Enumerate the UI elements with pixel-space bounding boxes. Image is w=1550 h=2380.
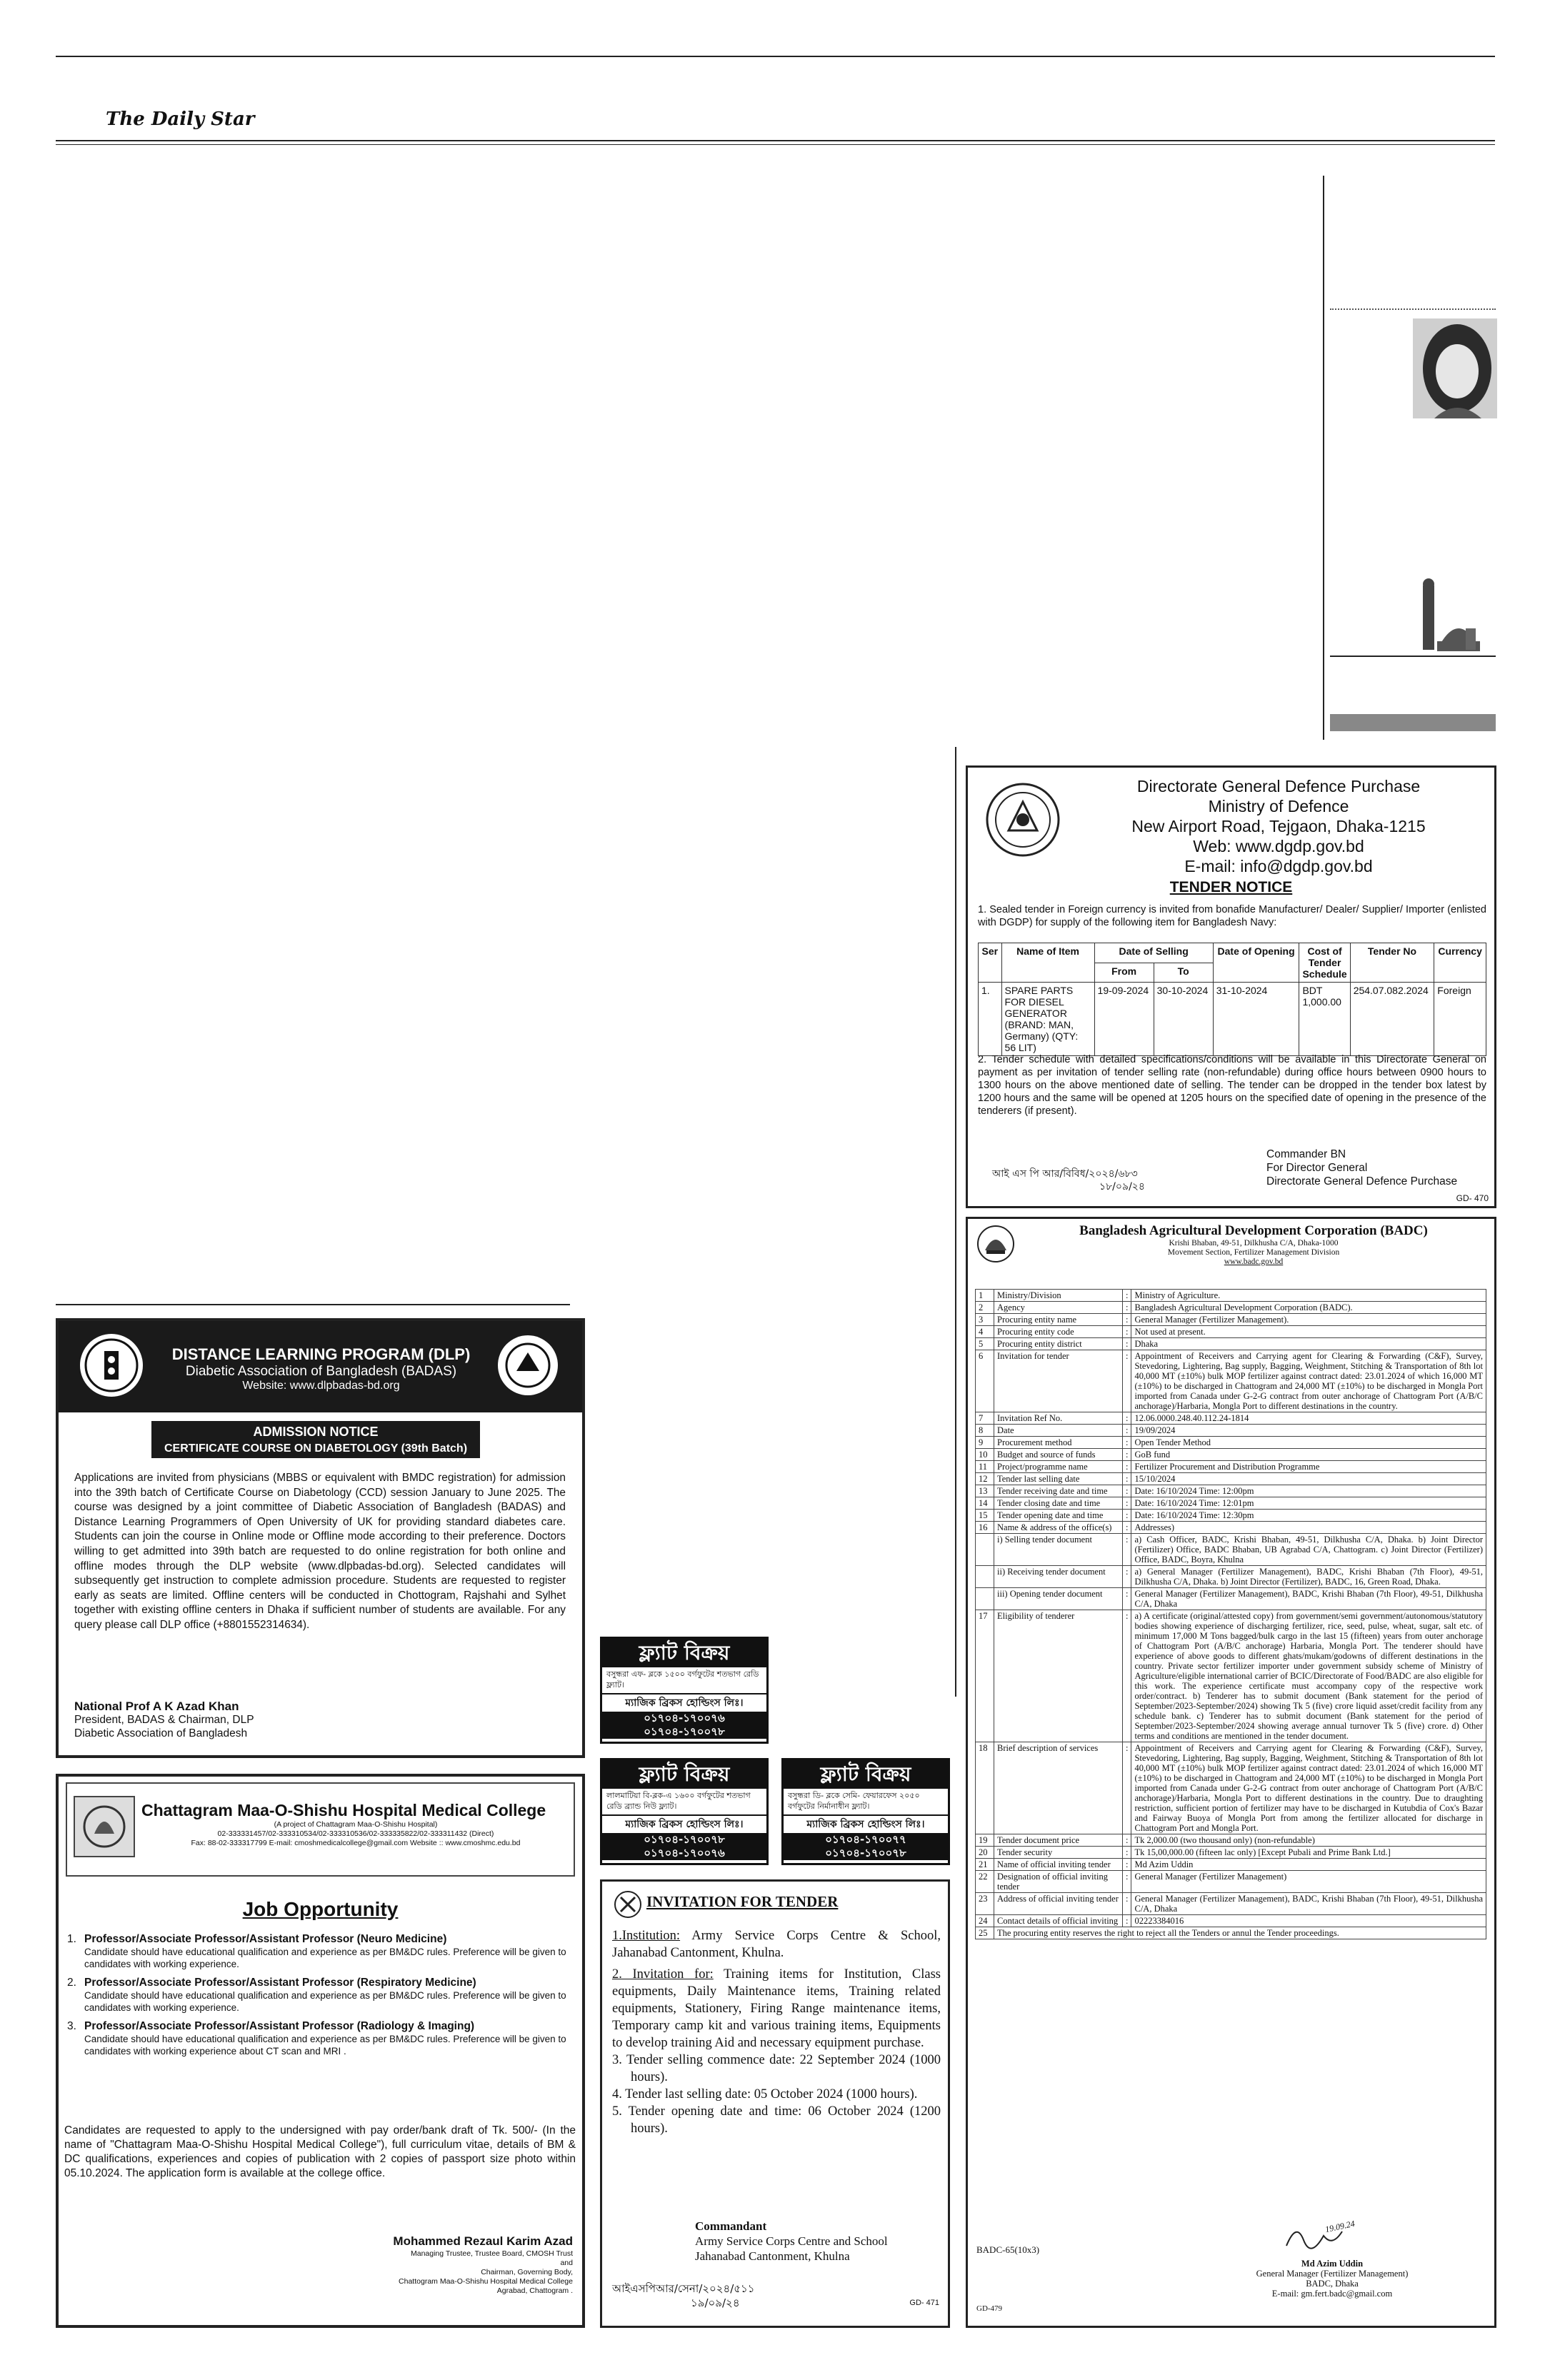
cell: BDT 1,000.00: [1299, 983, 1350, 1056]
job-number: 1.: [67, 1933, 76, 1945]
th-ser: Ser: [979, 943, 1002, 983]
cell: 18: [976, 1742, 994, 1834]
cell: General Manager (Fertilizer Management), BADC, Krishi Bhaban (7th Floor), 49-51, Dilkhusha C/A, Dhaka: [1131, 1893, 1486, 1915]
dlp-website: Website: www.dlpbadas-bd.org: [242, 1380, 400, 1392]
dlp-subtitle: Diabetic Association of Bangladesh (BADAS): [185, 1364, 457, 1379]
th-tender-no: Tender No: [1350, 943, 1434, 983]
dgdp-sign1: Commander BN: [1266, 1148, 1346, 1160]
cell: 6: [976, 1350, 994, 1412]
separator: :: [1123, 1290, 1131, 1302]
cell: 4: [976, 1326, 994, 1338]
cell: i) Selling tender document: [994, 1534, 1123, 1566]
table-row: [976, 1338, 1486, 1350]
separator: :: [1123, 1847, 1131, 1859]
badc-web: www.badc.gov.bd: [1224, 1257, 1284, 1266]
cell: Md Azim Uddin: [1131, 1859, 1486, 1871]
flat-ad-phone: ০১৭০৪-১৭০০৭৭: [784, 1833, 948, 1847]
cell: Foreign: [1434, 983, 1486, 1056]
cell: Tk 2,000.00 (two thousand only) (non-refundable): [1131, 1834, 1486, 1847]
cell: GoB fund: [1131, 1449, 1486, 1461]
dlp-notice2: CERTIFICATE COURSE ON DIABETOLOGY (39th Batch): [164, 1442, 468, 1455]
cmosh-sign-name: Mohammed Rezaul Karim Azad: [393, 2234, 573, 2248]
cell: 31-10-2024: [1213, 983, 1299, 1056]
cell: Invitation Ref No.: [994, 1412, 1123, 1425]
top-rule: [56, 56, 1495, 57]
cell: General Manager (Fertilizer Management): [1131, 1871, 1486, 1893]
th-opening: Date of Opening: [1213, 943, 1299, 983]
separator: :: [1123, 1497, 1131, 1510]
flat-ad-body: বসুন্ধরা ডি- ব্লকে সেমি- ফেয়ারফেস ২০৫০ বর্গফুটের নির্মানাধীন ফ্ল্যাট।: [788, 1791, 920, 1811]
table-row: [976, 1588, 1486, 1610]
table-row: [976, 1510, 1486, 1522]
asc-i2-label: 2. Invitation for:: [612, 1967, 714, 1982]
cell: 254.07.082.2024: [1350, 983, 1434, 1056]
dlp-body: Applications are invited from physicians (MBBS or equivalent with BMDC registration) for admission into the 39th batch of Certificate Course on Diabetology (CCD) session January to June 2025. The course was designed by a joint committee of Diabetic Association of Bangladesh (BADAS) and Distance Learning Programmers of Open University of UK for providing standard diabetes care. Students can join the course in Online mode or Offline mode according to their preference. Doctors willing to get admitted into 39th batch are requested to do online registration for both online and offline modes through the DLP website (www.dlpbadas-bd.org). Selected candidates will subsequently get instruction to complete admission procedure. Students are requested to register early as seats are limited. Offline centers will be conducted in Chottogram, Rajshahi and Sylhet together with existing offline centers in Dhaka if sufficient number of students are available. For any query please call DLP office (+8801552314634).: [74, 1472, 566, 1631]
dlp-title: DISTANCE LEARNING PROGRAM (DLP): [171, 1345, 471, 1363]
cell: a) Cash Officer, BADC, Krishi Bhaban, 49-51, Dilkhusha C/A, Dhaka. b) Joint Director (Fertilizer) Office, BADC Bhaban, UB Agrabad C/A, Chattogram. c) Joint Director (Fertilizer) Office, BADC, Boyra, Khulna: [1131, 1534, 1486, 1566]
table-row: [976, 1314, 1486, 1326]
job-title: Professor/Associate Professor/Assistant Professor (Neuro Medicine): [84, 1933, 447, 1945]
table-row: [976, 1497, 1486, 1510]
badc-gd: GD-479: [976, 2304, 1003, 2313]
cmosh-title: Chattagram Maa-O-Shishu Hospital Medical College: [141, 1801, 546, 1819]
flat-ad-phone: ০১৭০৪-১৭০০৭৬: [602, 1847, 766, 1860]
cmosh-sub2: 02-333331457/02-333310534/02-333310536/02-333335822/02-333311432 (Direct): [217, 1829, 494, 1838]
cell: 15: [976, 1510, 994, 1522]
cell: Agency: [994, 1302, 1123, 1314]
cell: General Manager (Fertilizer Management).: [1131, 1314, 1486, 1326]
dlp-sign1: National Prof A K Azad Khan: [74, 1699, 239, 1713]
cell: 9: [976, 1437, 994, 1449]
dgdp-emblem-icon: [984, 780, 1062, 859]
table-row: [976, 1871, 1486, 1893]
separator: :: [1123, 1859, 1131, 1871]
dgdp-web: Web: www.dgdp.gov.bd: [1193, 837, 1364, 855]
table-row: [976, 1847, 1486, 1859]
table-row: [976, 1449, 1486, 1461]
cell: Budget and source of funds: [994, 1449, 1123, 1461]
cell: 17: [976, 1610, 994, 1742]
masthead-rule-2: [56, 144, 1495, 145]
cell: Tender closing date and time: [994, 1497, 1123, 1510]
dlp-right-logo-icon: [495, 1332, 561, 1398]
cell: 10: [976, 1449, 994, 1461]
cell: a) General Manager (Fertilizer Management), BADC, Krishi Bhaban (7th Floor), 49-51, Dilkhusha C/A, Dhaka. b) Joint Director (Fertilizer), BADC, 16, Green Road, Dhaka.: [1131, 1566, 1486, 1588]
dlp-notice-banner: [151, 1421, 480, 1458]
table-row: [976, 1915, 1486, 1927]
cmosh-logo-icon: [73, 1795, 136, 1858]
flat-ad-company: ম্যাজিক ব্রিকস হোল্ডিংস লিঃ।: [602, 1693, 766, 1712]
mid-rule: [955, 747, 956, 1697]
flat-ad-2: [600, 1758, 769, 1865]
cell: Bangladesh Agricultural Development Corporation (BADC).: [1131, 1302, 1486, 1314]
cell: a) A certificate (original/attested copy) from government/semi government/autonomous/statutory bodies showing experience of discharging fertilizer, rice, seed, pulse, wheat, sugar, salt etc. of minimum 17,000 M Tons bagged/bulk cargo in the last 15 (fifteen) years from outer anchorage of Chattogram Port (A/B/C anchorage) Harbaria, Mongla Port. The tenderer should have experience of above goods to different ghats/mukam/godowns of different destinations in the country. Private sector fertilizer importer under government subsidy scheme of Ministry of Agriculture/eligible international carrier of BCIC/Directorate of Food/BADC are also eligible for this work. The experience certificate must accompany copy of the respective work order/contract. b) Tenderer has to submit document (Bank statement for the period of September/2023-September/2024) showing Tk 5 (five) crore liquid asset/credit facility from any schedule bank. c) Tenderer has to submit document (Bank statement for the period of September/2023-September/2024 showing average annual turnover Tk 5 (five) crore. d) Other terms and conditions are mentioned in the tender document.: [1131, 1610, 1486, 1742]
separator: :: [1123, 1437, 1131, 1449]
cell: 19/09/2024: [1131, 1425, 1486, 1437]
badc-sign-name: Md Azim Uddin: [1301, 2259, 1364, 2269]
cell: 16: [976, 1522, 994, 1534]
grey-bar: [1330, 714, 1496, 731]
cell: Appointment of Receivers and Carrying agent for Clearing & Forwarding (C&F), Survey, Stevedoring, Lightering, Bag supply, Bagging, Weighment, Stitching & Transportation of 8th lot 40,000 MT (±10%) bulk MOP fertilizer against contract dated: 23.01.2024 of which 16,000 MT (±10%) to be discharged in Chattogram and 24,000 MT (±10%) to be discharged in Mongla Port imported from Canada under G-2-G contract from outer anchorage of Chattogram Port (A/B/C anchorage)/Harbaria, Mongla Port to different destinations in the country. Due to draughting restriction, sufficient portion of fertilizer may have to be discharged in Kutubdia of Cox's Bazar and Fairway Buoya of Mongla Port from among the fertilizer allocated for discharge in Chattogram Port and Mongla Port.: [1131, 1742, 1486, 1834]
asc-ref1: আইএসপিআর/সেনা/২০২৪/৫১১: [612, 2282, 755, 2295]
asc-item-3: 3. Tender selling commence date: 22 September 2024 (1000 hours).: [612, 2053, 941, 2084]
cell: Procuring entity district: [994, 1338, 1123, 1350]
cell: Invitation for tender: [994, 1350, 1123, 1412]
badc-tender: [966, 1217, 1496, 2328]
table-row: [976, 1473, 1486, 1485]
dgdp-tender-notice: [966, 765, 1496, 1208]
flat-ad-head: ফ্ল্যাট বিক্রয়: [602, 1639, 766, 1667]
separator: :: [1123, 1485, 1131, 1497]
dgdp-gd: GD- 470: [1456, 1193, 1489, 1203]
table-row: [979, 983, 1486, 1056]
separator: :: [1123, 1588, 1131, 1610]
table-row: [976, 1326, 1486, 1338]
table-row: [976, 1927, 1486, 1939]
dgdp-ref1: আই এস পি আর/বিবিধ/২০২৪/৬৮৩: [992, 1168, 1138, 1180]
list-item: [64, 1932, 573, 1970]
list-item: [64, 1976, 573, 2014]
cmosh-job-ad: [56, 1774, 585, 2328]
job-title: Professor/Associate Professor/Assistant Professor (Radiology & Imaging): [84, 2020, 475, 2032]
separator: :: [1123, 1566, 1131, 1588]
cell: 12.06.0000.248.40.112.24-1814: [1131, 1412, 1486, 1425]
cell: Appointment of Receivers and Carrying agent for Clearing & Forwarding (C&F), Survey, Stevedoring, Lightering, Bag supply, Bagging, Weighment, Stitching & Transportation of 8th lot 40,000 MT (±10%) bulk MOP fertilizer against contract dated: 23.01.2024 of which 16,000 MT (±10%) to be discharged in Chattogram and 24,000 MT (±10%) to be discharged in Mongla Port imported from Canada under G-2-G contract from outer anchorage of Chattogram Port (A/B/C anchorage)/Harbaria, Mongla Port to different destinations in the country.: [1131, 1350, 1486, 1412]
table-row: [976, 1534, 1486, 1566]
cmosh-sign5: Agrabad, Chattogram .: [496, 2286, 573, 2295]
cell: ii) Receiving tender document: [994, 1566, 1123, 1588]
cell: 02223384016: [1131, 1915, 1486, 1927]
cell: SPARE PARTS FOR DIESEL GENERATOR (BRAND: MAN, Germany) (QTY: 56 LIT): [1001, 983, 1094, 1056]
cell: 24: [976, 1915, 994, 1927]
cell: Open Tender Method: [1131, 1437, 1486, 1449]
cell: 14: [976, 1497, 994, 1510]
flat-ad-phone: ০১৭০৪-১৭০০৭৮: [784, 1847, 948, 1860]
dgdp-sign3: Directorate General Defence Purchase: [1266, 1175, 1458, 1188]
table-row: [976, 1302, 1486, 1314]
column-rule: [1323, 176, 1324, 740]
cmosh-sub3: Fax: 88-02-333317799 E-mail: cmoshmedicalcollege@gmail.com Website :: www.cmoshmc.edu.bd: [191, 1839, 521, 1847]
cell: Designation of official inviting tender: [994, 1871, 1123, 1893]
cell: Eligibility of tenderer: [994, 1610, 1123, 1742]
cell: Ministry/Division: [994, 1290, 1123, 1302]
flat-ad-body: বসুন্ধরা এফ- ব্লকে ১৫০০ বর্গফুটের শতভাগ রেডি ফ্ল্যাট।: [606, 1669, 759, 1689]
asc-item-5: 5. Tender opening date and time: 06 October 2024 (1200 hours).: [612, 2104, 941, 2136]
cell: The procuring entity reserves the right to reject all the Tenders or annul the Tender proceedings.: [994, 1927, 1486, 1939]
asc-sign2: Army Service Corps Centre and School: [695, 2234, 888, 2248]
dgdp-address: New Airport Road, Tejgaon, Dhaka-1215: [1131, 817, 1426, 835]
mosque-icon: [1330, 578, 1496, 664]
dgdp-sign2: For Director General: [1266, 1162, 1368, 1174]
flat-ad-3: [781, 1758, 950, 1865]
cell: 15/10/2024: [1131, 1473, 1486, 1485]
flat-ad-phone: ০১৭০৪-১৭০০৭৮: [602, 1833, 766, 1847]
table-row: [976, 1425, 1486, 1437]
left-rule: [56, 1304, 570, 1305]
badc-sign-email: E-mail: gm.fert.badc@gmail.com: [1271, 2289, 1393, 2299]
dlp-header: [59, 1321, 582, 1412]
separator: :: [1123, 1338, 1131, 1350]
flat-ad-head: ফ্ল্যাট বিক্রয়: [784, 1760, 948, 1789]
cmosh-sign1: Managing Trustee, Trustee Board, CMOSH Trust: [410, 2249, 573, 2258]
badc-sign-desig: General Manager (Fertilizer Management): [1256, 2269, 1409, 2279]
cell: Date: 16/10/2024 Time: 12:01pm: [1131, 1497, 1486, 1510]
table-row: [976, 1893, 1486, 1915]
table-row: [976, 1350, 1486, 1412]
cmosh-sign4: Chattogram Maa-O-Shishu Hospital Medical College: [399, 2277, 573, 2286]
separator: :: [1123, 1302, 1131, 1314]
asc-sign3: Jahanabad Cantonment, Khulna: [695, 2249, 850, 2263]
cell: 7: [976, 1412, 994, 1425]
cell: 19-09-2024: [1094, 983, 1154, 1056]
separator: :: [1123, 1534, 1131, 1566]
cell: 21: [976, 1859, 994, 1871]
separator: :: [1123, 1893, 1131, 1915]
list-item: [64, 2019, 573, 2057]
separator: :: [1123, 1871, 1131, 1893]
cell: Procuring entity name: [994, 1314, 1123, 1326]
job-desc: Candidate should have educational qualification and experience as per BM&DC rules. Preference will be given to candidates with working experience.: [84, 1990, 566, 2013]
flat-ad-company: ম্যাজিক ব্রিকস হোল্ডিংস লিঃ।: [602, 1814, 766, 1833]
masthead-brand: The Daily Star: [106, 109, 255, 130]
separator: :: [1123, 1473, 1131, 1485]
separator: :: [1123, 1610, 1131, 1742]
cell: [976, 1566, 994, 1588]
cell: 2: [976, 1302, 994, 1314]
asc-item-4: 4. Tender last selling date: 05 October 2024 (1000 hours).: [612, 2087, 918, 2102]
badc-table: [975, 1289, 1486, 1939]
cmosh-body: Candidates are requested to apply to the undersigned with pay order/bank draft of Tk. 500/- (In the name of "Chattagram Maa-O-Shishu Hospital Medical College"), full curriculum vitae, details of BM & DC qualifications, experiences and copies of publication with 2 copies of passport size photo within 05.10.2024. The application form is available at the college office.: [64, 2124, 576, 2179]
badc-addr2: Movement Section, Fertilizer Management Division: [1167, 1248, 1340, 1257]
badc-ref: BADC-65(10x3): [976, 2244, 1040, 2255]
dlp-notice1: ADMISSION NOTICE: [253, 1425, 379, 1439]
dlp-admission-ad: [56, 1318, 585, 1758]
badc-title: Bangladesh Agricultural Development Corporation (BADC): [1079, 1223, 1428, 1238]
separator: :: [1123, 1915, 1131, 1927]
cell: Procurement method: [994, 1437, 1123, 1449]
dgdp-email: E-mail: info@dgdp.gov.bd: [1184, 857, 1373, 875]
cell: 25: [976, 1927, 994, 1939]
separator: :: [1123, 1461, 1131, 1473]
cell: 20: [976, 1847, 994, 1859]
cell: [976, 1588, 994, 1610]
cell: 19: [976, 1834, 994, 1847]
separator: :: [1123, 1449, 1131, 1461]
cell: Not used at present.: [1131, 1326, 1486, 1338]
job-title: Professor/Associate Professor/Assistant Professor (Respiratory Medicine): [84, 1977, 476, 1989]
cell: 11: [976, 1461, 994, 1473]
cell: Ministry of Agriculture.: [1131, 1290, 1486, 1302]
cell: Name & address of the office(s): [994, 1522, 1123, 1534]
asc-item-1: [612, 1927, 941, 1962]
flat-ad-company: ম্যাজিক ব্রিকস হোল্ডিংস লিঃ।: [784, 1814, 948, 1833]
cell: 5: [976, 1338, 994, 1350]
cell: Tender last selling date: [994, 1473, 1123, 1485]
cell: 1.: [979, 983, 1002, 1056]
dlp-sign3: Diabetic Association of Bangladesh: [74, 1727, 248, 1739]
separator: :: [1123, 1834, 1131, 1847]
cmosh-sign3: Chairman, Governing Body,: [481, 2268, 573, 2276]
flat-ad-body: লালমাটিয়া বি-ব্লক-এ ১৬০০ বর্গফুটের শতভাগ রেডি ব্র্যান্ড নিউ ফ্ল্যাট।: [606, 1791, 751, 1811]
th-to: To: [1154, 963, 1213, 983]
asc-item-2: [612, 1966, 941, 2052]
table-row: [976, 1566, 1486, 1588]
cell: Dhaka: [1131, 1338, 1486, 1350]
asc-tender: [600, 1879, 950, 2328]
cell: 23: [976, 1893, 994, 1915]
dgdp-heading: TENDER NOTICE: [1169, 879, 1293, 895]
table-row: [976, 1834, 1486, 1847]
separator: :: [1123, 1350, 1131, 1412]
th-item: Name of Item: [1001, 943, 1094, 983]
table-row: [976, 1412, 1486, 1425]
cell: Tender document price: [994, 1834, 1123, 1847]
asc-i2-text: Training items for Institution, Class equipments, Daily Maintenance items, Training related equipments, Stationery, Firing Range maintenance items, Temporary camp kit and various training items, Equipments to develop training Aid and necessary equipment purchase.: [612, 1967, 941, 2050]
separator: :: [1123, 1326, 1131, 1338]
dgdp-para2: 2. Tender schedule with detailed specifications/conditions will be available in this Directorate General on payment as per invitation of tender selling rate (non-refundable) during office hours between 0900 hours to 1300 hours on the above mentioned date of selling. The tender can be dropped in the tender box latest by 1200 hours and the same will be opened at 1205 hours on the specified date of opening in the presence of the tenderers (if present).: [978, 1054, 1486, 1117]
cell: Name of official inviting tender: [994, 1859, 1123, 1871]
cmosh-sign2: and: [560, 2259, 573, 2267]
asc-ref2: ১৯/০৯/২৪: [691, 2296, 740, 2309]
dgdp-org: Directorate General Defence Purchase: [1136, 777, 1421, 795]
table-row: [976, 1485, 1486, 1497]
cell: Tender opening date and time: [994, 1510, 1123, 1522]
dlp-left-logo-icon: [77, 1331, 146, 1400]
dgdp-ref2: ১৮/০৯/২৪: [1099, 1181, 1145, 1192]
cell: Brief description of services: [994, 1742, 1123, 1834]
cell: General Manager (Fertilizer Management), BADC, Krishi Bhaban (7th Floor), 49-51, Dilkhusha C/A, Dhaka: [1131, 1588, 1486, 1610]
dgdp-table: [978, 943, 1486, 1056]
cell: Tender security: [994, 1847, 1123, 1859]
columnist-photo: [1413, 318, 1497, 418]
cmosh-heading: Job Opportunity: [242, 1898, 399, 1920]
separator: :: [1123, 1522, 1131, 1534]
th-selling: Date of Selling: [1094, 943, 1213, 963]
separator: :: [1123, 1425, 1131, 1437]
flat-ad-phone: ০১৭০৪-১৭০০৭৬: [602, 1712, 766, 1725]
dotted-rule: [1330, 308, 1496, 310]
cell: 22: [976, 1871, 994, 1893]
cell: 12: [976, 1473, 994, 1485]
job-desc: Candidate should have educational qualification and experience as per BM&DC rules. Preference will be given to candidates with working experience.: [84, 1947, 566, 1969]
table-row: [976, 1610, 1486, 1742]
th-cost: Cost of Tender Schedule: [1299, 943, 1350, 983]
cell: Tender receiving date and time: [994, 1485, 1123, 1497]
badc-logo-icon: [976, 1225, 1015, 1263]
asc-gd: GD- 471: [909, 2299, 939, 2307]
badc-addr1: Krishi Bhaban, 49-51, Dilkhusha C/A, Dhaka-1000: [1169, 1239, 1339, 1247]
table-row: [976, 1859, 1486, 1871]
asc-i1-label: 1.Institution:: [612, 1929, 681, 1943]
th-currency: Currency: [1434, 943, 1486, 983]
job-number: 2.: [67, 1977, 76, 1989]
flat-ad-1: [600, 1637, 769, 1744]
flat-ad-phone: ০১৭০৪-১৭০০৭৮: [602, 1725, 766, 1739]
badc-sign-org: BADC, Dhaka: [1306, 2279, 1359, 2289]
dlp-sign2: President, BADAS & Chairman, DLP: [74, 1714, 254, 1726]
cell: Date: 16/10/2024 Time: 12:00pm: [1131, 1485, 1486, 1497]
cell: 8: [976, 1425, 994, 1437]
cell: Project/programme name: [994, 1461, 1123, 1473]
cell: 13: [976, 1485, 994, 1497]
flat-ad-head: ফ্ল্যাট বিক্রয়: [602, 1760, 766, 1789]
asc-i1-text: Army Service Corps Centre & School, Jahanabad Cantonment, Khulna.: [612, 1929, 941, 1960]
cell: Address of official inviting tender: [994, 1893, 1123, 1915]
job-desc: Candidate should have educational qualification and experience as per BM&DC rules. Preference will be given to candidates with working experience about CT scan and MRI .: [84, 2034, 566, 2057]
separator: :: [1123, 1412, 1131, 1425]
job-number: 3.: [67, 2020, 76, 2032]
asc-heading: INVITATION FOR TENDER: [646, 1893, 839, 1910]
cell: Contact details of official inviting: [994, 1915, 1123, 1927]
cell: Procuring entity code: [994, 1326, 1123, 1338]
cell: 1: [976, 1290, 994, 1302]
table-row: [976, 1742, 1486, 1834]
cell: Date: [994, 1425, 1123, 1437]
table-row: [976, 1461, 1486, 1473]
separator: :: [1123, 1314, 1131, 1326]
table-row: [976, 1290, 1486, 1302]
separator: :: [1123, 1742, 1131, 1834]
cell: iii) Opening tender document: [994, 1588, 1123, 1610]
th-from: From: [1094, 963, 1154, 983]
cell: [976, 1534, 994, 1566]
badc-signdate: 19.09.24: [1324, 2218, 1356, 2235]
separator: :: [1123, 1510, 1131, 1522]
dgdp-para1: 1. Sealed tender in Foreign currency is invited from bonafide Manufacturer/ Dealer/ Supplier/ Importer (enlisted with DGDP) for supply of the following item for Bangladesh Navy:: [978, 904, 1486, 928]
badc-signature: [1282, 2219, 1382, 2254]
asc-crest-icon: [614, 1890, 642, 1919]
cell: Addresses): [1131, 1522, 1486, 1534]
cmosh-sub1: (A project of Chattagram Maa-O-Shishu Hospital): [274, 1820, 438, 1829]
masthead-rule-1: [56, 140, 1495, 141]
cell: Date: 16/10/2024 Time: 12:30pm: [1131, 1510, 1486, 1522]
cell: 3: [976, 1314, 994, 1326]
table-row: [976, 1437, 1486, 1449]
asc-sign1: Commandant: [695, 2219, 767, 2233]
table-row: [976, 1522, 1486, 1534]
cell: Fertilizer Procurement and Distribution Programme: [1131, 1461, 1486, 1473]
cell: 30-10-2024: [1154, 983, 1213, 1056]
dgdp-ministry: Ministry of Defence: [1208, 797, 1349, 815]
cell: Tk 15,00,000.00 (fifteen lac only) [Except Pubali and Prime Bank Ltd.]: [1131, 1847, 1486, 1859]
